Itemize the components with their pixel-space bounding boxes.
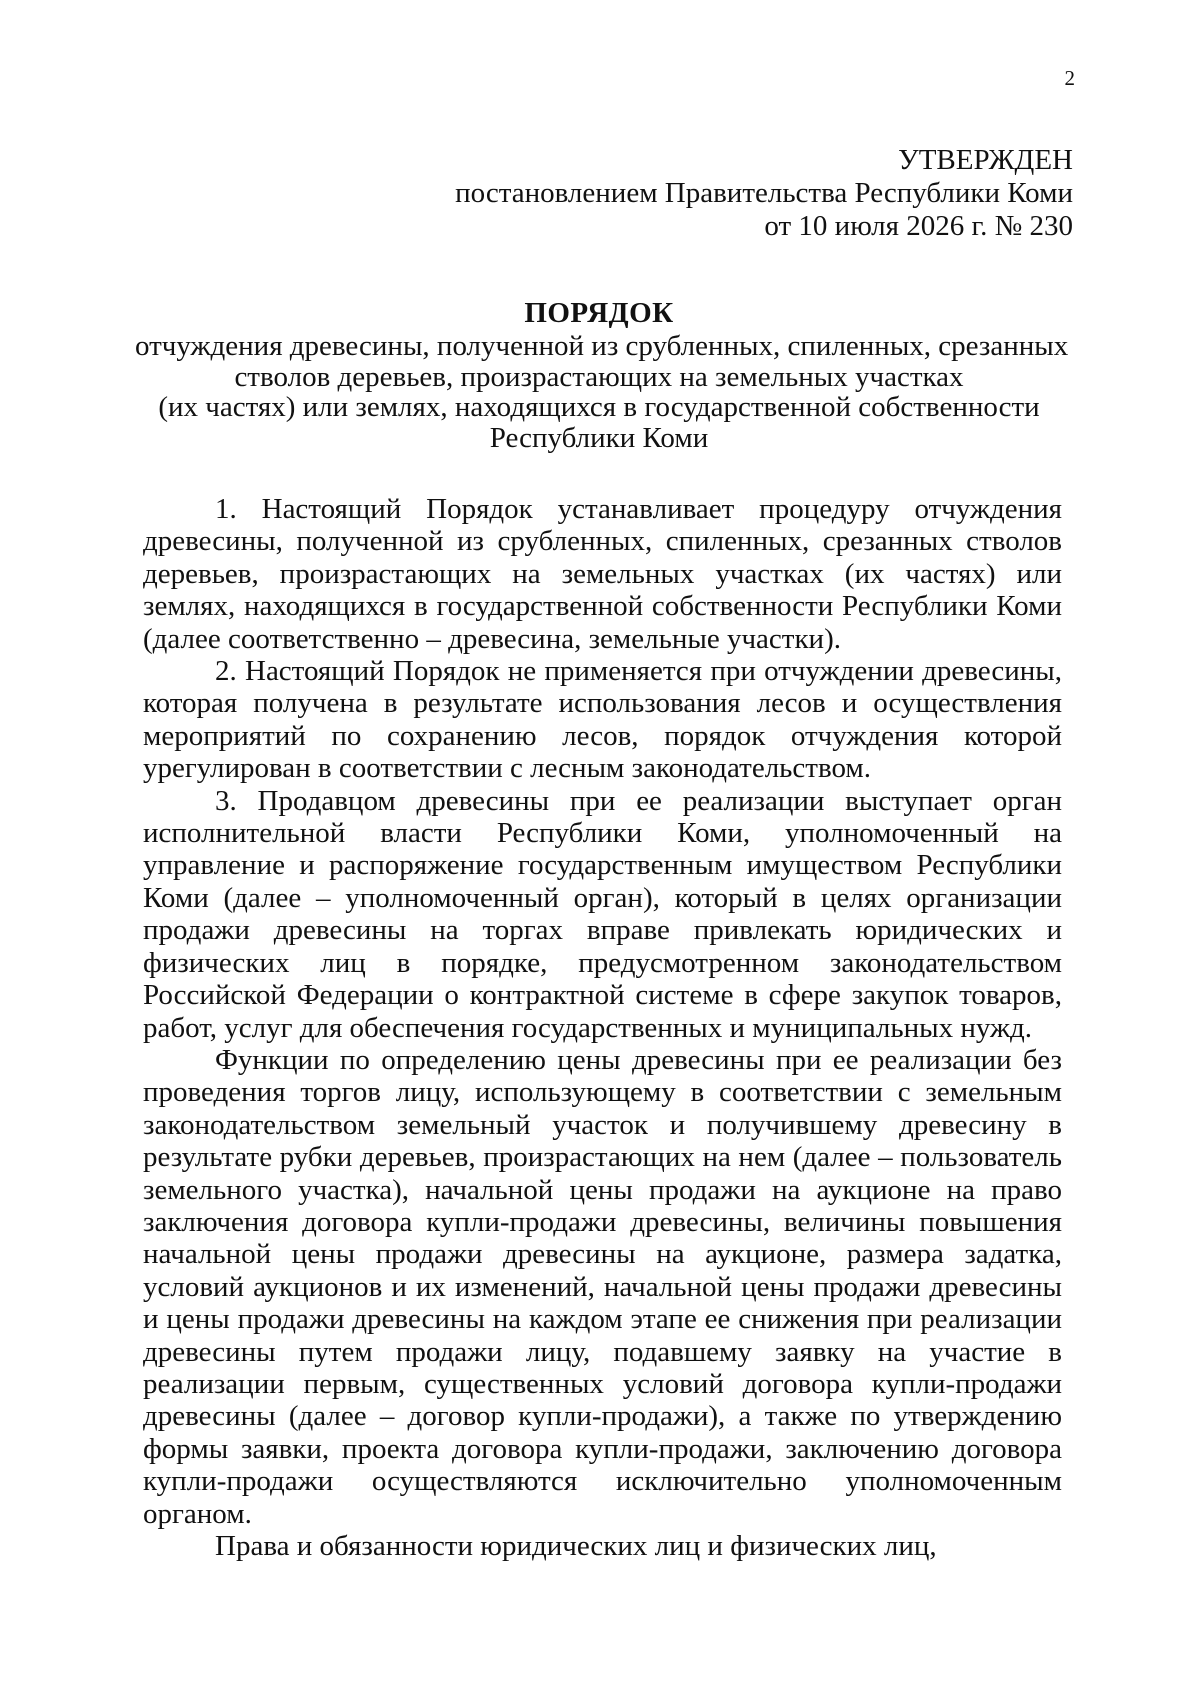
subtitle-line: отчуждения древесины, полученной из срубленных, спиленных, срезанных — [135, 330, 1069, 362]
paragraph-1: 1. Настоящий Порядок устанавливает процедуру отчуждения древесины, полученной из срубленных, спиленных, срезанных стволов деревьев, произрастающих на земельных участках (их частях) или землях, находящихся в государственной собственности Республики Коми (далее соответственно – древесина, земельные участки). — [143, 493, 1062, 655]
page-number: 2 — [1064, 66, 1075, 90]
subtitle-line: стволов деревьев, произрастающих на земельных участках — [234, 360, 964, 393]
paragraph-2: 2. Настоящий Порядок не применяется при отчуждении древесины, которая получена в результате использования лесов и осуществления мероприятий по сохранению лесов, порядок отчуждения которой урегулирован в соответствии с лесным законодательством. — [143, 655, 1062, 785]
document-body — [143, 493, 1062, 1562]
approval-line-1: постановлением Правительства Республики Коми — [455, 177, 1073, 209]
document-title: ПОРЯДОК — [524, 297, 674, 329]
paragraph-functions: Функции по определению цены древесины при ее реализации без проведения торгов лицу, использующему в соответствии с земельным законодательством земельный участок и получившему древесину в результате рубки деревьев, произрастающих на нем (далее – пользователь земельного участка), начальной цены продажи на аукционе на право заключения договора купли-продажи древесины, величины повышения начальной цены продажи древесины на аукционе, размера задатка, условий аукционов и их изменений, начальной цены продажи древесины и цены продажи древесины на каждом этапе ее снижения при реализации древесины путем продажи лицу, подавшему заявку на участие в реализации первым, существенных условий договора купли-продажи древесины (далее – договор купли-продажи), а также по утверждению формы заявки, проекта договора купли-продажи, заключению договора купли-продажи осуществляются исключительно уполномоченным органом. — [143, 1043, 1062, 1530]
approval-stamp — [455, 144, 1073, 243]
approval-line-2: от 10 июля 2026 г. № 230 — [764, 210, 1073, 242]
document-subtitle — [135, 330, 1069, 454]
paragraph-3: 3. Продавцом древесины при ее реализации выступает орган исполнительной власти Республики Коми, уполномоченный на управление и распоряжение государственным имуществом Республики Коми (далее – уполномоченный орган), который в целях организации продажи древесины на торгах вправе привлекать юридических и физических лиц в порядке, предусмотренном законодательством Российской Федерации о контрактной системе в сфере закупок товаров, работ, услуг для обеспечения государственных и муниципальных нужд. — [143, 784, 1062, 1044]
subtitle-line: Республики Коми — [489, 421, 709, 454]
subtitle-line: (их частях) или землях, находящихся в государственной собственности — [158, 391, 1040, 423]
approval-status: УТВЕРЖДЕН — [898, 144, 1073, 176]
paragraph-rights: Права и обязанности юридических лиц и физических лиц, — [215, 1530, 937, 1562]
